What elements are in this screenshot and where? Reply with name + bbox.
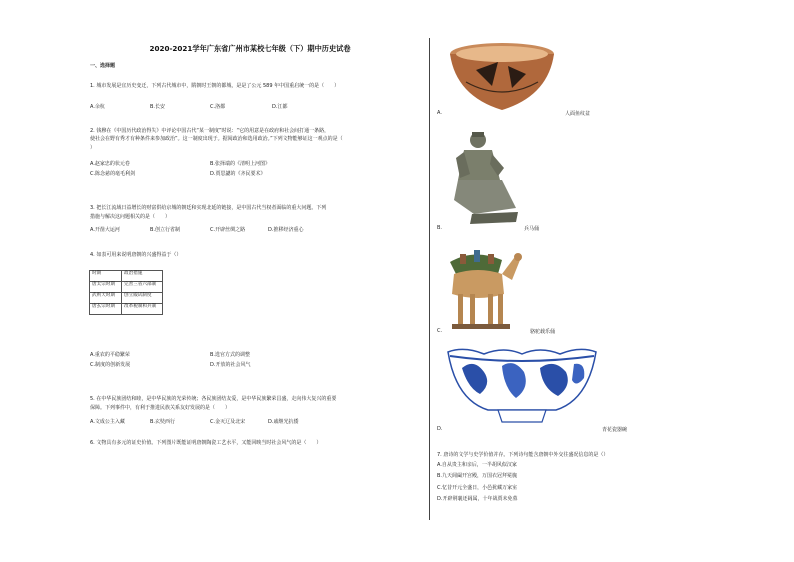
q6-choice-d-caption: 青花瓷器碗 xyxy=(602,427,628,433)
pottery-basin-image xyxy=(446,40,558,118)
q4-option-d: D.开放的社会风气 xyxy=(210,362,251,368)
table-row xyxy=(90,282,163,293)
terracotta-warrior-image xyxy=(444,128,524,226)
q3-option-c: C.开辟丝绸之路 xyxy=(210,227,246,233)
table-cell: 完善三省六部制 xyxy=(122,282,163,293)
q2-option-d: D.贾思勰的《齐民要术》 xyxy=(210,171,266,177)
q1-option-b: B.长安 xyxy=(150,104,166,110)
q4-option-a: A.重农的平稳繁荣 xyxy=(90,352,130,358)
page-title: 2020-2021学年广东省广州市某校七年级（下）期中历史试卷 xyxy=(149,44,351,53)
q6-choice-a-letter: A. xyxy=(437,110,442,116)
q5-option-c: C.金灭辽及北宋 xyxy=(210,419,246,425)
q2-option-c: C.陈念慈的毫毛利剑 xyxy=(90,171,136,177)
q6-choice-b-letter: B. xyxy=(437,225,443,231)
table-cell: 唐玄宗时期 xyxy=(90,304,122,315)
q7-option-b: B.九天阊阖开宫殿，万国衣冠拜冕旒 xyxy=(437,473,518,479)
q3-option-b: B.创立行省制 xyxy=(150,227,181,233)
q6-choice-c-caption: 骆驼载乐俑 xyxy=(530,329,556,335)
q2-line-1: 2. 钱穆在《中国历代政治得失》中评论中国古代“某一制度”时说：“它的用意是在政府和社会间打通一条路， xyxy=(90,128,330,134)
q5-option-a: A.文成公主入藏 xyxy=(90,419,125,425)
section-heading: 一、选择题 xyxy=(90,63,116,69)
table-cell: 唐太宗时期 xyxy=(90,282,122,293)
q3-option-d: D.推移经济重心 xyxy=(268,227,304,233)
q2-option-a: A.赵家忠的状元卷 xyxy=(90,161,130,167)
q3-line-1: 3. 把长江流域日益增长的财富供给京城的朝廷和实现北延的链接，是中国古代当权者面临的重大问题。下列 xyxy=(90,205,327,211)
q6-choice-a-caption: 人面鱼纹盆 xyxy=(565,111,591,117)
q5-option-d: D.戚继光抗倭 xyxy=(268,419,299,425)
q1-option-c: C.洛都 xyxy=(210,104,226,110)
q5-option-b: B.玄奘西行 xyxy=(150,419,176,425)
q4-option-c: C.制度的创新发展 xyxy=(90,362,131,368)
table-row xyxy=(90,293,163,304)
q1-stem: 1. 城市发展是宜历史变迁，下列古代城市中，隋朝时王朝的都城，是是了公元 589 年中国重启统一的是（ ） xyxy=(90,83,340,89)
table-cell: 创立殿试制度 xyxy=(122,293,163,304)
q3-option-a: A.开凿大运河 xyxy=(90,227,120,233)
q7-option-c: C.忆昔开元全盛日，小邑犹藏万家室 xyxy=(437,485,518,491)
table-cell: 武则天时期 xyxy=(90,293,122,304)
q2-option-b: B.张择端的《清明上河图》 xyxy=(210,161,271,167)
q6-choice-b-caption: 兵马俑 xyxy=(524,226,540,232)
q7-stem: 7. 唐诗的文学与史学价值并存。下列诗句能含唐朝中外交往盛况信息的是（） xyxy=(437,452,609,458)
q5-line-1: 5. 在中华民族团结和睦，是中华民族的光荣传统；各民族团结友爱，是中华民族繁荣昌盛，走向伟大复兴的重要 xyxy=(90,396,337,402)
column-divider xyxy=(429,38,430,520)
q7-option-a: A.自从贵主和亲后，一半胡风似汉家 xyxy=(437,462,517,468)
q1-option-a: A.余杭 xyxy=(90,104,105,110)
q6-choice-d-letter: D. xyxy=(437,426,443,432)
q4-table xyxy=(89,270,163,315)
blue-white-bowl-image xyxy=(444,344,600,428)
table-cell: 改革税制和兵制 xyxy=(122,304,163,315)
table-row xyxy=(90,304,163,315)
table-row xyxy=(90,271,163,282)
q2-line-3: ） xyxy=(90,145,96,151)
q6-choice-c-letter: C. xyxy=(437,328,443,334)
q2-line-2: 使社会在野有秀才有种条件来参加政治”。这一制度出现于。据阅政治和选用政治。”下列文物能够证这一观点的是（ xyxy=(90,136,343,142)
q7-option-d: D.开辟荆襄还阔属，十年战贾未免墓 xyxy=(437,496,518,502)
table-cell: 政治措施 xyxy=(122,271,163,282)
q5-line-2: 保障。下列事件中，有利于推进民族关系友好发展的是（ ） xyxy=(90,405,231,411)
q3-line-2: 措施与解决这问题相关的是（ ） xyxy=(90,214,171,220)
q1-option-d: D.江都 xyxy=(272,104,288,110)
q4-stem: 4. 如表可用来说明唐朝的兴盛得益于（） xyxy=(90,252,182,258)
table-cell: 时期 xyxy=(90,271,122,282)
q6-stem: 6. 文物具有多元的证史价值。下列图片既能证明唐朝陶瓷工艺水平，又能回映当时社会风气的是（ ） xyxy=(90,440,322,446)
camel-musicians-image xyxy=(444,244,528,332)
q4-option-b: B.选官方式的调整 xyxy=(210,352,251,358)
